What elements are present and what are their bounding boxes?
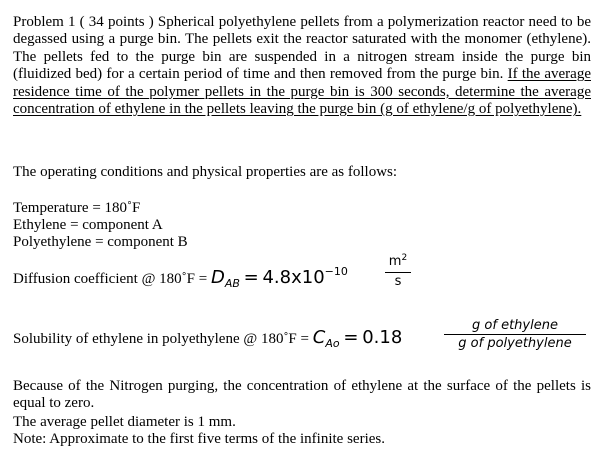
diffusion-line (13, 266, 348, 292)
diffusion-units-fraction (385, 254, 411, 289)
solubility-line (13, 326, 402, 352)
conditions-heading: The operating conditions and physical properties are as follows: (13, 164, 398, 180)
diffusion-units-numerator: $m^2$ (388, 253, 408, 269)
component-b-line: Polyethylene = component B (13, 234, 188, 250)
series-note: Note: Approximate to the first five terms of the infinite series. (13, 431, 385, 447)
solubility-units-fraction (444, 318, 586, 351)
solubility-value: 0.18 (362, 327, 403, 348)
problem-intro: Problem 1 ( 34 points ) Spherical polyethylene pellets from a polymerization reactor need to be degassed using a purge bin. The pellets exit the reactor saturated with the monomer (ethylene). The pellets fed to the purge bin are suspended in a nitrogen stream inside the purge bin (fluidized bed) for a certain period of time and then removed from the purge bin. (13, 14, 591, 83)
diameter-note: The average pellet diameter is 1 mm. (13, 414, 236, 430)
diffusion-units-denominator: s (394, 274, 402, 289)
solubility-units-denominator: g of polyethylene (458, 336, 572, 351)
diffusion-label: Diffusion coefficient @ 180˚F = (13, 271, 211, 287)
dab-symbol: $D_{AB}$ (210, 267, 240, 290)
solubility-equals: = (343, 327, 359, 348)
solubility-units-numerator: g of ethylene (472, 318, 558, 333)
diffusion-equals: = (243, 267, 259, 288)
problem-statement (13, 14, 591, 118)
problem-question: If the average residence time of the polymer pellets in the purge bin is 300 seconds, determine the average concentration of ethylene in the pellets leaving the purge bin (g of ethylene/g of polyethylene). (13, 66, 591, 118)
component-a-line: Ethylene = component A (13, 217, 163, 233)
nitrogen-note: Because of the Nitrogen purging, the concentration of ethylene at the surface of the pellets is equal to zero. (13, 378, 591, 412)
temperature-line: Temperature = 180˚F (13, 200, 141, 216)
diffusion-value: $4.8x10^{-10}$ (262, 265, 348, 288)
cao-symbol: $C_{Ao}$ (312, 327, 340, 350)
solubility-label: Solubility of ethylene in polyethylene @ 180˚F = (13, 331, 313, 347)
